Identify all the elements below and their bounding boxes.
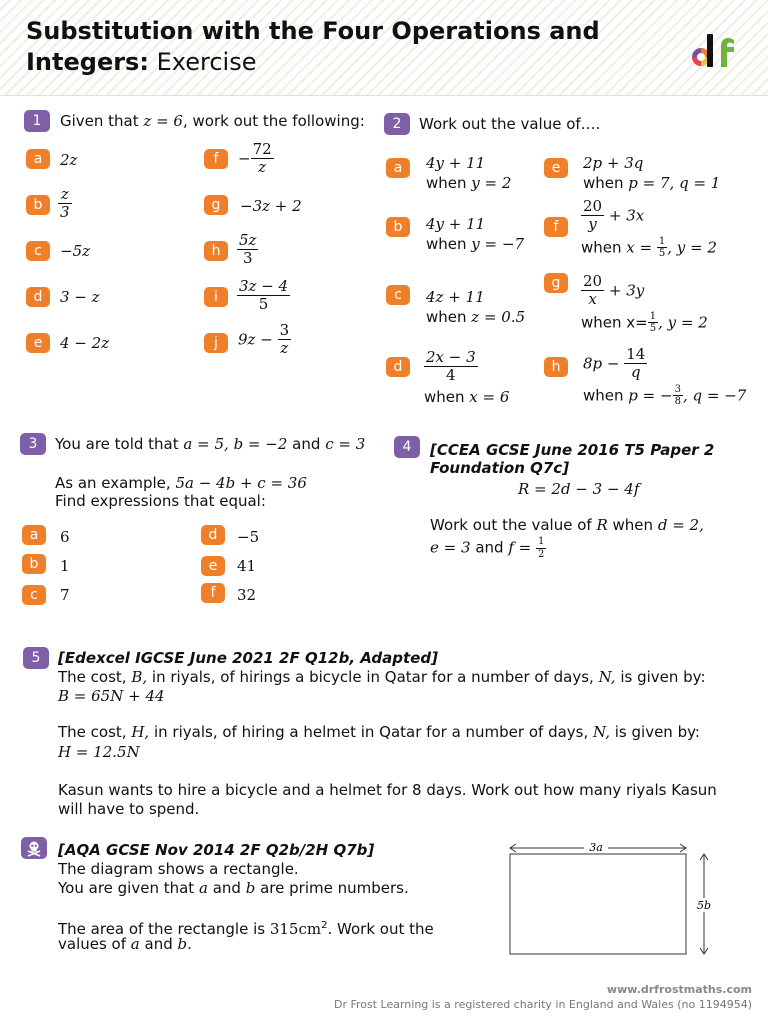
q3-part-letter-b: b <box>22 554 46 574</box>
q2-part-a-expression: 4y + 11 when y = 2 <box>426 154 512 192</box>
title-rest: Exercise <box>156 48 257 76</box>
q1-part-letter-f: f <box>204 149 228 169</box>
footer-url: www.drfrostmaths.com <box>606 983 752 996</box>
page-title <box>26 16 676 78</box>
q4-source-line1: [CCEA GCSE June 2016 T5 Paper 2 <box>430 441 715 459</box>
q2-part-letter-d: d <box>386 357 410 377</box>
q4-formula: R = 2d − 3 − 4f <box>518 480 640 498</box>
q3-part-letter-d: d <box>201 525 225 545</box>
skull-icon <box>21 837 47 859</box>
q3-part-e-value: 41 <box>237 557 257 575</box>
q1-part-d-expression: 3 − z <box>60 288 100 306</box>
q1-part-j-expression: 9z − $\frac{3}{z}$ <box>238 321 290 358</box>
q5-source: [Edexcel IGCSE June 2021 2F Q12b, Adapted] <box>58 649 438 667</box>
q1-part-i-expression: $\frac{3z - 4}{5}$ <box>239 277 289 314</box>
width-label: 3a <box>589 841 603 854</box>
page-header <box>0 0 768 96</box>
q1-intro: Given that z = 6, work out the following: <box>60 112 365 130</box>
q1-part-letter-d: d <box>26 287 50 307</box>
q3-part-f-value: 32 <box>237 586 257 604</box>
q3-part-letter-e: e <box>201 556 225 576</box>
q2-part-letter-e: e <box>544 158 568 178</box>
q6-source: [AQA GCSE Nov 2014 2F Q2b/2H Q7b] <box>58 841 375 859</box>
df-logo <box>688 30 746 72</box>
question-number-5: 5 <box>23 647 49 669</box>
q5-line4: will have to spend. <box>58 800 200 818</box>
q1-part-letter-i: i <box>204 287 228 307</box>
q2-part-d-expression: $\frac{2x - 3}{4}$ when x = 6 <box>424 348 510 406</box>
q1-part-letter-b: b <box>26 195 50 215</box>
q3-part-letter-a: a <box>22 525 46 545</box>
q2-part-letter-h: h <box>544 357 568 377</box>
q3-part-a-value: 6 <box>60 528 70 546</box>
q1-part-letter-g: g <box>204 195 228 215</box>
q6-line3: The area of the rectangle is $315cm^2$. Work out the <box>58 920 434 938</box>
q5-formula1: B = 65N + 44 <box>58 687 165 705</box>
q1-part-f-expression: − $\frac{72}{z}$ <box>238 140 272 177</box>
q5-line3: Kasun wants to hire a bicycle and a helmet for 8 days. Work out how many riyals Kasun <box>58 781 717 799</box>
q1-part-e-expression: 4 − 2z <box>60 334 110 352</box>
q1-part-letter-c: c <box>26 241 50 261</box>
q4-task-line1: Work out the value of R when d = 2, <box>430 516 704 534</box>
q3-part-letter-c: c <box>22 585 46 605</box>
q6-line2: You are given that a and b are prime numbers. <box>58 879 409 897</box>
q2-intro: Work out the value of…. <box>419 115 601 133</box>
q1-part-a-expression: 2z <box>60 151 78 169</box>
q2-part-c-expression: 4z + 11 when z = 0.5 <box>426 288 526 326</box>
q1-part-letter-h: h <box>204 241 228 261</box>
q1-part-letter-e: e <box>26 333 50 353</box>
q3-part-d-value: −5 <box>237 528 260 546</box>
q2-part-letter-c: c <box>386 285 410 305</box>
q1-part-h-expression: $\frac{5z}{3}$ <box>239 231 257 268</box>
question-number-3: 3 <box>20 433 46 455</box>
page-footer <box>334 982 752 1012</box>
q5-line2: The cost, H, in riyals, of hiring a helmet in Qatar for a number of days, N, is given by: <box>58 723 700 741</box>
rectangle-diagram <box>500 836 720 964</box>
q5-line1: The cost, B, in riyals, of hirings a bicycle in Qatar for a number of days, N, is given by: <box>58 668 706 686</box>
challenge-badge <box>21 837 47 859</box>
q1-part-b-expression: $\frac{z}{3}$ <box>60 185 70 222</box>
q3-intro: You are told that a = 5, b = −2 and c = 3 <box>55 435 366 453</box>
q3-find: Find expressions that equal: <box>55 492 266 510</box>
q4-task-line2: e = 3 and f = $\frac{1}{2}$ <box>430 536 545 560</box>
q3-example: As an example, 5a − 4b + c = 36 <box>55 474 307 492</box>
q2-part-letter-g: g <box>544 273 568 293</box>
q6-line1: The diagram shows a rectangle. <box>58 860 299 878</box>
q2-part-letter-f: f <box>544 217 568 237</box>
q2-part-h-expression: 8p − $\frac{14}{q}$ when p = − $\frac{3}{8}$ , q = −7 <box>583 345 747 407</box>
q2-part-g-expression: $\frac{20}{x}$ + 3y when x= $\frac{1}{5}$ , y = 2 <box>581 272 708 334</box>
question-number-2: 2 <box>384 113 410 135</box>
q4-source-line2: Foundation Q7c] <box>430 459 570 477</box>
q1-part-g-expression: −3z + 2 <box>240 197 302 215</box>
footer-charity: Dr Frost Learning is a registered charity in England and Wales (no 1194954) <box>333 998 752 1011</box>
q2-part-letter-a: a <box>386 158 410 178</box>
q3-part-letter-f: f <box>201 583 225 603</box>
q3-part-b-value: 1 <box>60 557 70 575</box>
q1-part-c-expression: −5z <box>60 242 91 260</box>
question-number-4: 4 <box>394 436 420 458</box>
q2-part-e-expression: 2p + 3q when p = 7, q = 1 <box>583 154 721 192</box>
q5-formula2: H = 12.5N <box>58 743 140 761</box>
q1-part-letter-j: j <box>204 333 228 353</box>
q6-line4: values of a and b. <box>58 935 192 953</box>
title-bold: Substitution with the Four Operations and Integers: <box>26 17 600 76</box>
question-number-1: 1 <box>24 110 50 132</box>
q3-part-c-value: 7 <box>60 586 70 604</box>
q2-part-f-expression: $\frac{20}{y}$ + 3x when x = $\frac{1}{5}$ , y = 2 <box>581 197 717 259</box>
q2-part-b-expression: 4y + 11 when y = −7 <box>426 215 524 253</box>
height-label: 5b <box>696 899 712 912</box>
q2-part-letter-b: b <box>386 217 410 237</box>
q1-part-letter-a: a <box>26 149 50 169</box>
